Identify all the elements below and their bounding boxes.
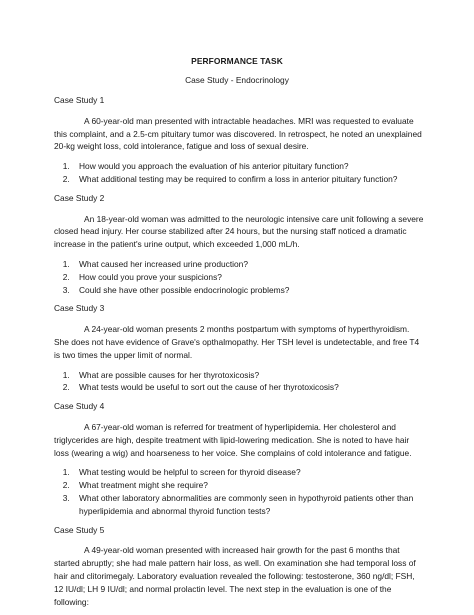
- case-study-4: [54, 400, 426, 517]
- question-item: 2. How could you prove your suspicions?: [72, 271, 426, 284]
- question-list: [54, 466, 426, 517]
- case-paragraph: A 24-year-old woman presents 2 months postpartum with symptoms of hyperthyroidism. She does not have evidence of Grave's opthalmopathy. Her TSH level is undetectable, and free T4 is two times the upper limit of normal.: [54, 324, 420, 360]
- case-paragraph: A 49-year-old woman presented with increased hair growth for the past 6 months that started abruptly; she had male pattern hair loss, as well. On examination she had temporal loss of hair and clitorimegaly. Laboratory evaluation revealed the following: testosterone, 360 ng/dl; FSH, 12 IU/dl; LH 9 IU/dl; and normal prolactin level. The next step in the evaluation is one of the following:: [54, 545, 416, 607]
- document-body: [54, 94, 426, 615]
- case-heading: Case Study 4: [54, 401, 105, 412]
- question-item: 3. What other laboratory abnormalities are commonly seen in hypothyroid patients other than hyperlipidemia and abnormal thyroid function tests?: [72, 492, 426, 518]
- question-item: 2. What treatment might she require?: [72, 479, 426, 492]
- case-heading: Case Study 3: [54, 303, 105, 314]
- case-study-1: [54, 94, 426, 186]
- case-heading: Case Study 5: [54, 524, 105, 535]
- question-item: 1. How would you approach the evaluation of his anterior pituitary function?: [72, 160, 426, 173]
- question-item: 1. What testing would be helpful to screen for thyroid disease?: [72, 466, 426, 479]
- document-subtitle: Case Study - Endocrinology: [185, 75, 289, 85]
- question-item: 1. What caused her increased urine production?: [72, 258, 426, 271]
- case-study-2: [54, 192, 426, 297]
- case-study-3: [54, 302, 426, 394]
- question-item: 3. Could she have other possible endocrinologic problems?: [72, 284, 426, 297]
- question-list: [54, 160, 426, 186]
- question-item: 1. What are possible causes for her thyrotoxicosis?: [72, 369, 426, 382]
- case-heading: Case Study 2: [54, 192, 105, 203]
- question-list: [54, 258, 426, 296]
- case-paragraph: An 18-year-old woman was admitted to the neurologic intensive care unit following a severe closed head injury. Her course stabilized after 24 hours, but the nursing staff noticed a dramatic increase in the patient's urine output, which exceeded 1,000 mL/h.: [54, 213, 424, 250]
- question-item: 2. What tests would be useful to sort out the cause of her thyrotoxicosis?: [72, 381, 426, 394]
- case-study-5: [54, 524, 426, 609]
- question-list: [54, 369, 426, 395]
- case-paragraph: A 67-year-old woman is referred for treatment of hyperlipidemia. Her cholesterol and triglycerides are high, despite treatment with lipid-lowering medication. She is noted to have hair loss (wearing a wig) and hoarseness to her voice. She complains of cold intolerance and fatigue.: [54, 421, 412, 458]
- document-title: PERFORMANCE TASK: [191, 56, 283, 66]
- question-item: 2. What additional testing may be required to confirm a loss in anterior pituitary function?: [72, 173, 426, 186]
- case-heading: Case Study 1: [54, 95, 105, 105]
- case-paragraph: A 60-year-old man presented with intractable headaches. MRI was requested to evaluate this complaint, and a 2.5-cm pituitary tumor was discovered. In retrospect, he noted an unexplained 20-kg weight loss, cold intolerance, fatigue and loss of sexual desire.: [54, 115, 422, 152]
